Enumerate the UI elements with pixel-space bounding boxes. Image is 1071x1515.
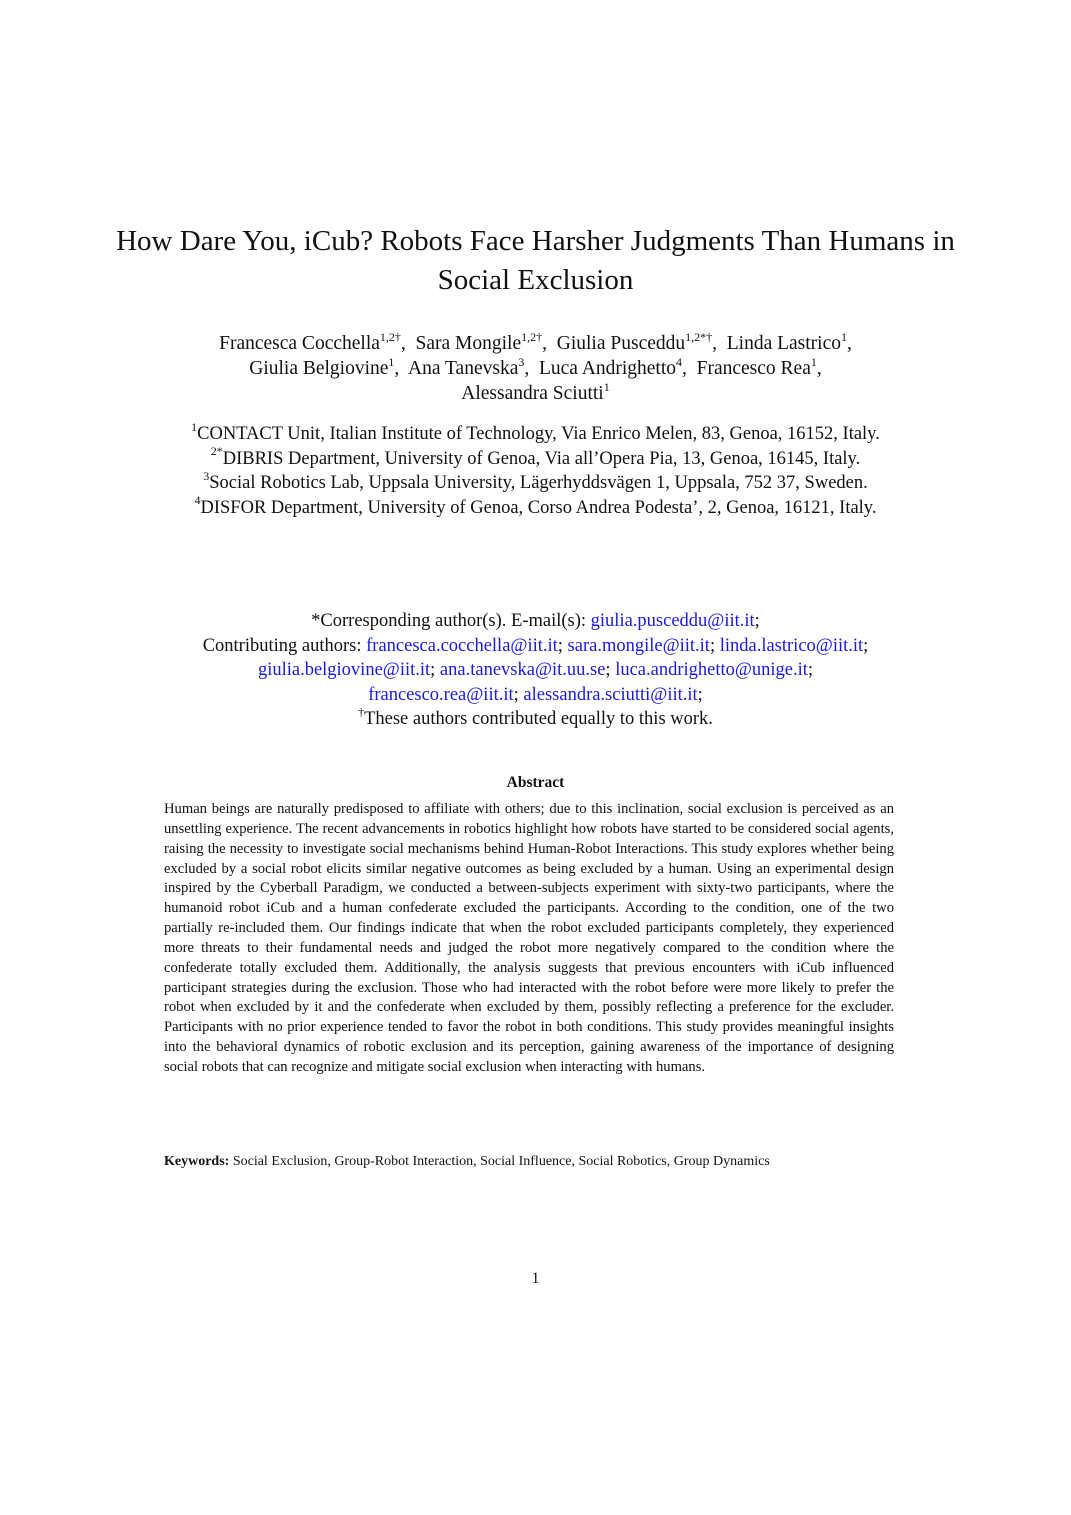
author-separator: , xyxy=(542,333,548,354)
affiliation-text: Social Robotics Lab, Uppsala University, Lägerhyddsvägen 1, Uppsala, 752 37, Sweden. xyxy=(209,473,868,493)
affiliation-mark: 2* xyxy=(210,444,223,459)
author xyxy=(407,354,530,379)
contributing-authors-label: Contributing authors: xyxy=(202,635,367,656)
author-separator: , xyxy=(816,358,822,379)
email-link[interactable]: sara.mongile@iit.it xyxy=(567,635,710,656)
author-affiliation-mark: 1,2† xyxy=(521,329,543,344)
author-name: Alessandra Sciutti xyxy=(461,383,604,404)
keywords-line xyxy=(164,1152,904,1171)
affiliation xyxy=(110,493,961,521)
email-link[interactable]: luca.andrighetto@unige.it xyxy=(615,660,808,680)
affiliation xyxy=(110,468,961,496)
author-name: Luca Andrighetto xyxy=(538,358,676,379)
author xyxy=(415,329,548,354)
author xyxy=(219,329,406,354)
affiliation-text: CONTACT Unit, Italian Institute of Technology, Via Enrico Melen, 83, Genoa, 16152, Italy. xyxy=(197,424,880,444)
author-name: Linda Lastrico xyxy=(726,333,841,354)
author-affiliation-mark: 4 xyxy=(676,354,682,369)
author-name: Francesca Cocchella xyxy=(219,333,380,354)
email-link[interactable]: ana.tanevska@it.uu.se xyxy=(439,660,606,680)
author-separator: , xyxy=(524,358,530,379)
author-name: Ana Tanevska xyxy=(407,358,519,379)
author-affiliation-mark: 1 xyxy=(388,354,395,369)
author xyxy=(249,354,400,379)
email-link[interactable]: linda.lastrico@iit.it xyxy=(719,635,864,656)
author-list xyxy=(90,331,981,406)
page-number: 1 xyxy=(531,1270,540,1287)
dagger-mark: † xyxy=(358,704,365,719)
author xyxy=(726,329,852,354)
paper-title: How Dare You, iCub? Robots Face Harsher Judgments Than Humans in Social Exclusion xyxy=(116,225,955,296)
keywords-label: Keywords: xyxy=(164,1154,230,1169)
affiliation-text: DISFOR Department, University of Genoa, Corso Andrea Podesta’, 2, Genoa, 16121, Italy. xyxy=(200,497,877,518)
author xyxy=(461,379,610,404)
affiliation-mark: 3 xyxy=(203,468,210,483)
abstract-text: Human beings are naturally predisposed to affiliate with others; due to this inclination, social exclusion is perceived as an unsettling experience. The recent advancements in robotics highlight how robots have started to be considered social agents, raising the necessity to investigate social mechanisms behind Human-Robot Interactions. This study explores whether being excluded by a social robot elicits similar negative outcomes as being excluded by a human. Using an experimental design inspired by the Cyberball Paradigm, we conducted a between-subjects experiment with sixty-two participants, where the humanoid robot iCub and a human confederate excluded the participants. According to the condition, one of the two partially re-included them. Our findings indicate that when the robot excluded participants completely, they experienced more threats to their fundamental needs and judged the robot more negatively compared to the condition where the confederate totally excluded them. Additionally, the analysis suggests that previous encounters with iCub influenced participant strategies during the exclusion. Those who had interacted with the robot before were more likely to prefer the robot when excluded by it and the confederate when excluded by them, possibly reflecting a preference for the excluder. Participants with no prior experience tended to favor the robot in both conditions. This study provides meaningful insights into the behavioral dynamics of robotic exclusion and its perception, gaining awareness of the importance of designing social robots that can recognize and mitigate social exclusion when interacting with humans. xyxy=(164,801,894,1075)
affiliation xyxy=(110,419,961,447)
corresponding-email-link[interactable]: giulia.pusceddu@iit.it xyxy=(590,611,755,631)
author-affiliation-mark: 1,2† xyxy=(379,329,401,344)
corresponding-author-label: *Corresponding author(s). E-mail(s): xyxy=(311,611,591,631)
email-link[interactable]: francesca.cocchella@iit.it xyxy=(366,635,558,656)
affiliation-mark: 1 xyxy=(191,419,198,434)
affiliation-text: DIBRIS Department, University of Genoa, Via all’Opera Pia, 13, Genoa, 16145, Italy. xyxy=(222,448,861,469)
author-name: Sara Mongile xyxy=(415,333,522,354)
keywords-text: Social Exclusion, Group-Robot Interaction, Social Influence, Social Robotics, Group Dynamics xyxy=(232,1154,770,1169)
abstract-heading: Abstract xyxy=(506,774,565,791)
email-link[interactable]: alessandra.sciutti@iit.it xyxy=(523,684,698,705)
author-affiliation-mark: 1 xyxy=(841,329,847,344)
affiliation-mark: 4 xyxy=(194,493,201,508)
author-separator: , xyxy=(682,358,687,379)
author xyxy=(556,329,717,354)
author-name: Francesco Rea xyxy=(696,358,811,379)
author-separator: , xyxy=(394,358,400,379)
author-separator: , xyxy=(400,333,406,354)
affiliation-list xyxy=(110,419,961,520)
author xyxy=(696,354,822,379)
author xyxy=(538,354,687,379)
author-name: Giulia Pusceddu xyxy=(556,333,686,354)
author-affiliation-mark: 1,2*† xyxy=(685,329,713,344)
author-affiliation-mark: 3 xyxy=(518,354,525,369)
contact-block: *Corresponding author(s). E-mail(s): giulia.pusceddu@iit.it; Contributing authors: francesca.cocchella@iit.it; sara.mongile@iit.it; linda.lastrico@iit.it; giulia.belgiovine@iit.it; ana.tanevska@it.uu.se; luca.andrighetto@unige.it; francesco.rea@iit.it; alessandra.sciutti@iit.it; †These authors contributed equally to this work. xyxy=(202,611,869,729)
email-link[interactable]: francesco.rea@iit.it xyxy=(368,684,514,705)
equal-contribution-note: These authors contributed equally to this work. xyxy=(364,709,713,729)
affiliation xyxy=(110,444,961,472)
author-separator: , xyxy=(847,333,852,354)
author-name: Giulia Belgiovine xyxy=(249,358,389,379)
author-affiliation-mark: 1 xyxy=(603,379,610,394)
email-link[interactable]: giulia.belgiovine@iit.it xyxy=(257,660,431,680)
author-separator: , xyxy=(712,333,717,354)
author-affiliation-mark: 1 xyxy=(810,354,817,369)
